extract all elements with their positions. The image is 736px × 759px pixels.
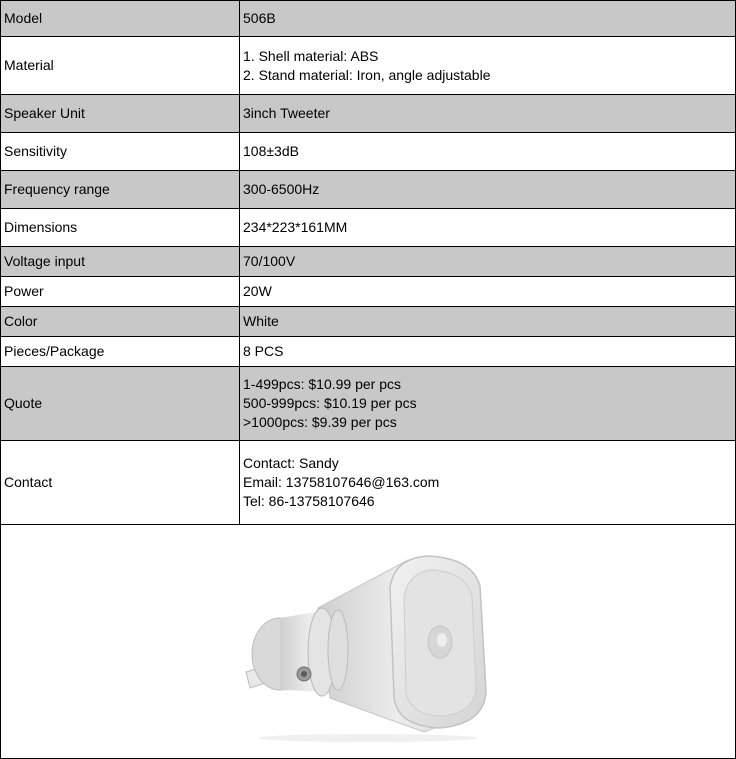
- row-color: [1, 307, 736, 337]
- value-color: [240, 307, 736, 337]
- value-contact: [240, 441, 736, 525]
- value-quote: [240, 367, 736, 441]
- label-quote: Quote: [1, 367, 240, 441]
- row-speaker-unit: [1, 95, 736, 133]
- value-dimensions: [240, 209, 736, 247]
- value-line: 506B: [243, 10, 276, 26]
- value-line: 1. Shell material: ABS: [243, 47, 379, 64]
- value-voltage-input: [240, 247, 736, 277]
- value-line: White: [243, 313, 279, 329]
- row-dimensions: [1, 209, 736, 247]
- value-line: 234*223*161MM: [243, 219, 348, 235]
- value-speaker-unit: [240, 95, 736, 133]
- spec-table-body: [1, 1, 736, 759]
- label-speaker-unit: Speaker Unit: [1, 95, 240, 133]
- label-voltage-input: Voltage input: [1, 247, 240, 277]
- row-sensitivity: [1, 133, 736, 171]
- row-voltage-input: [1, 247, 736, 277]
- value-pieces-package: [240, 337, 736, 367]
- row-quote: [1, 367, 736, 441]
- value-line: 500-999pcs: $10.19 per pcs: [243, 395, 417, 411]
- value-power: [240, 277, 736, 307]
- product-image-cell: [1, 525, 736, 759]
- value-material: [240, 37, 736, 95]
- value-line: 2. Stand material: Iron, angle adjustable: [243, 66, 491, 83]
- label-sensitivity: Sensitivity: [1, 133, 240, 171]
- value-line: 20W: [243, 283, 272, 299]
- value-line: Contact: Sandy: [243, 455, 339, 471]
- label-dimensions: Dimensions: [1, 209, 240, 247]
- label-power: Power: [1, 277, 240, 307]
- value-model: [240, 1, 736, 37]
- value-line: Tel: 86-13758107646: [243, 493, 375, 509]
- row-pieces-package: [1, 337, 736, 367]
- value-line: Email: 13758107646@163.com: [243, 474, 440, 490]
- value-line: 1-499pcs: $10.99 per pcs: [243, 376, 401, 392]
- row-product-image: [1, 525, 736, 759]
- row-power: [1, 277, 736, 307]
- value-line: 8 PCS: [243, 343, 284, 359]
- row-material: [1, 37, 736, 95]
- label-contact: Contact: [1, 441, 240, 525]
- label-color: Color: [1, 307, 240, 337]
- row-frequency-range: [1, 171, 736, 209]
- label-frequency-range: Frequency range: [1, 171, 240, 209]
- value-line: 3inch Tweeter: [243, 105, 330, 121]
- row-contact: [1, 441, 736, 525]
- value-line: 108±3dB: [243, 143, 299, 159]
- label-pieces-package: Pieces/Package: [1, 337, 240, 367]
- row-model: [1, 1, 736, 37]
- horn-speaker-image: [218, 542, 518, 742]
- value-line: 70/100V: [243, 253, 296, 269]
- value-sensitivity: [240, 133, 736, 171]
- label-model: Model: [1, 1, 240, 37]
- value-line: 300-6500Hz: [243, 181, 320, 197]
- value-frequency-range: [240, 171, 736, 209]
- value-line: >1000pcs: $9.39 per pcs: [243, 414, 397, 430]
- label-material: Material: [1, 37, 240, 95]
